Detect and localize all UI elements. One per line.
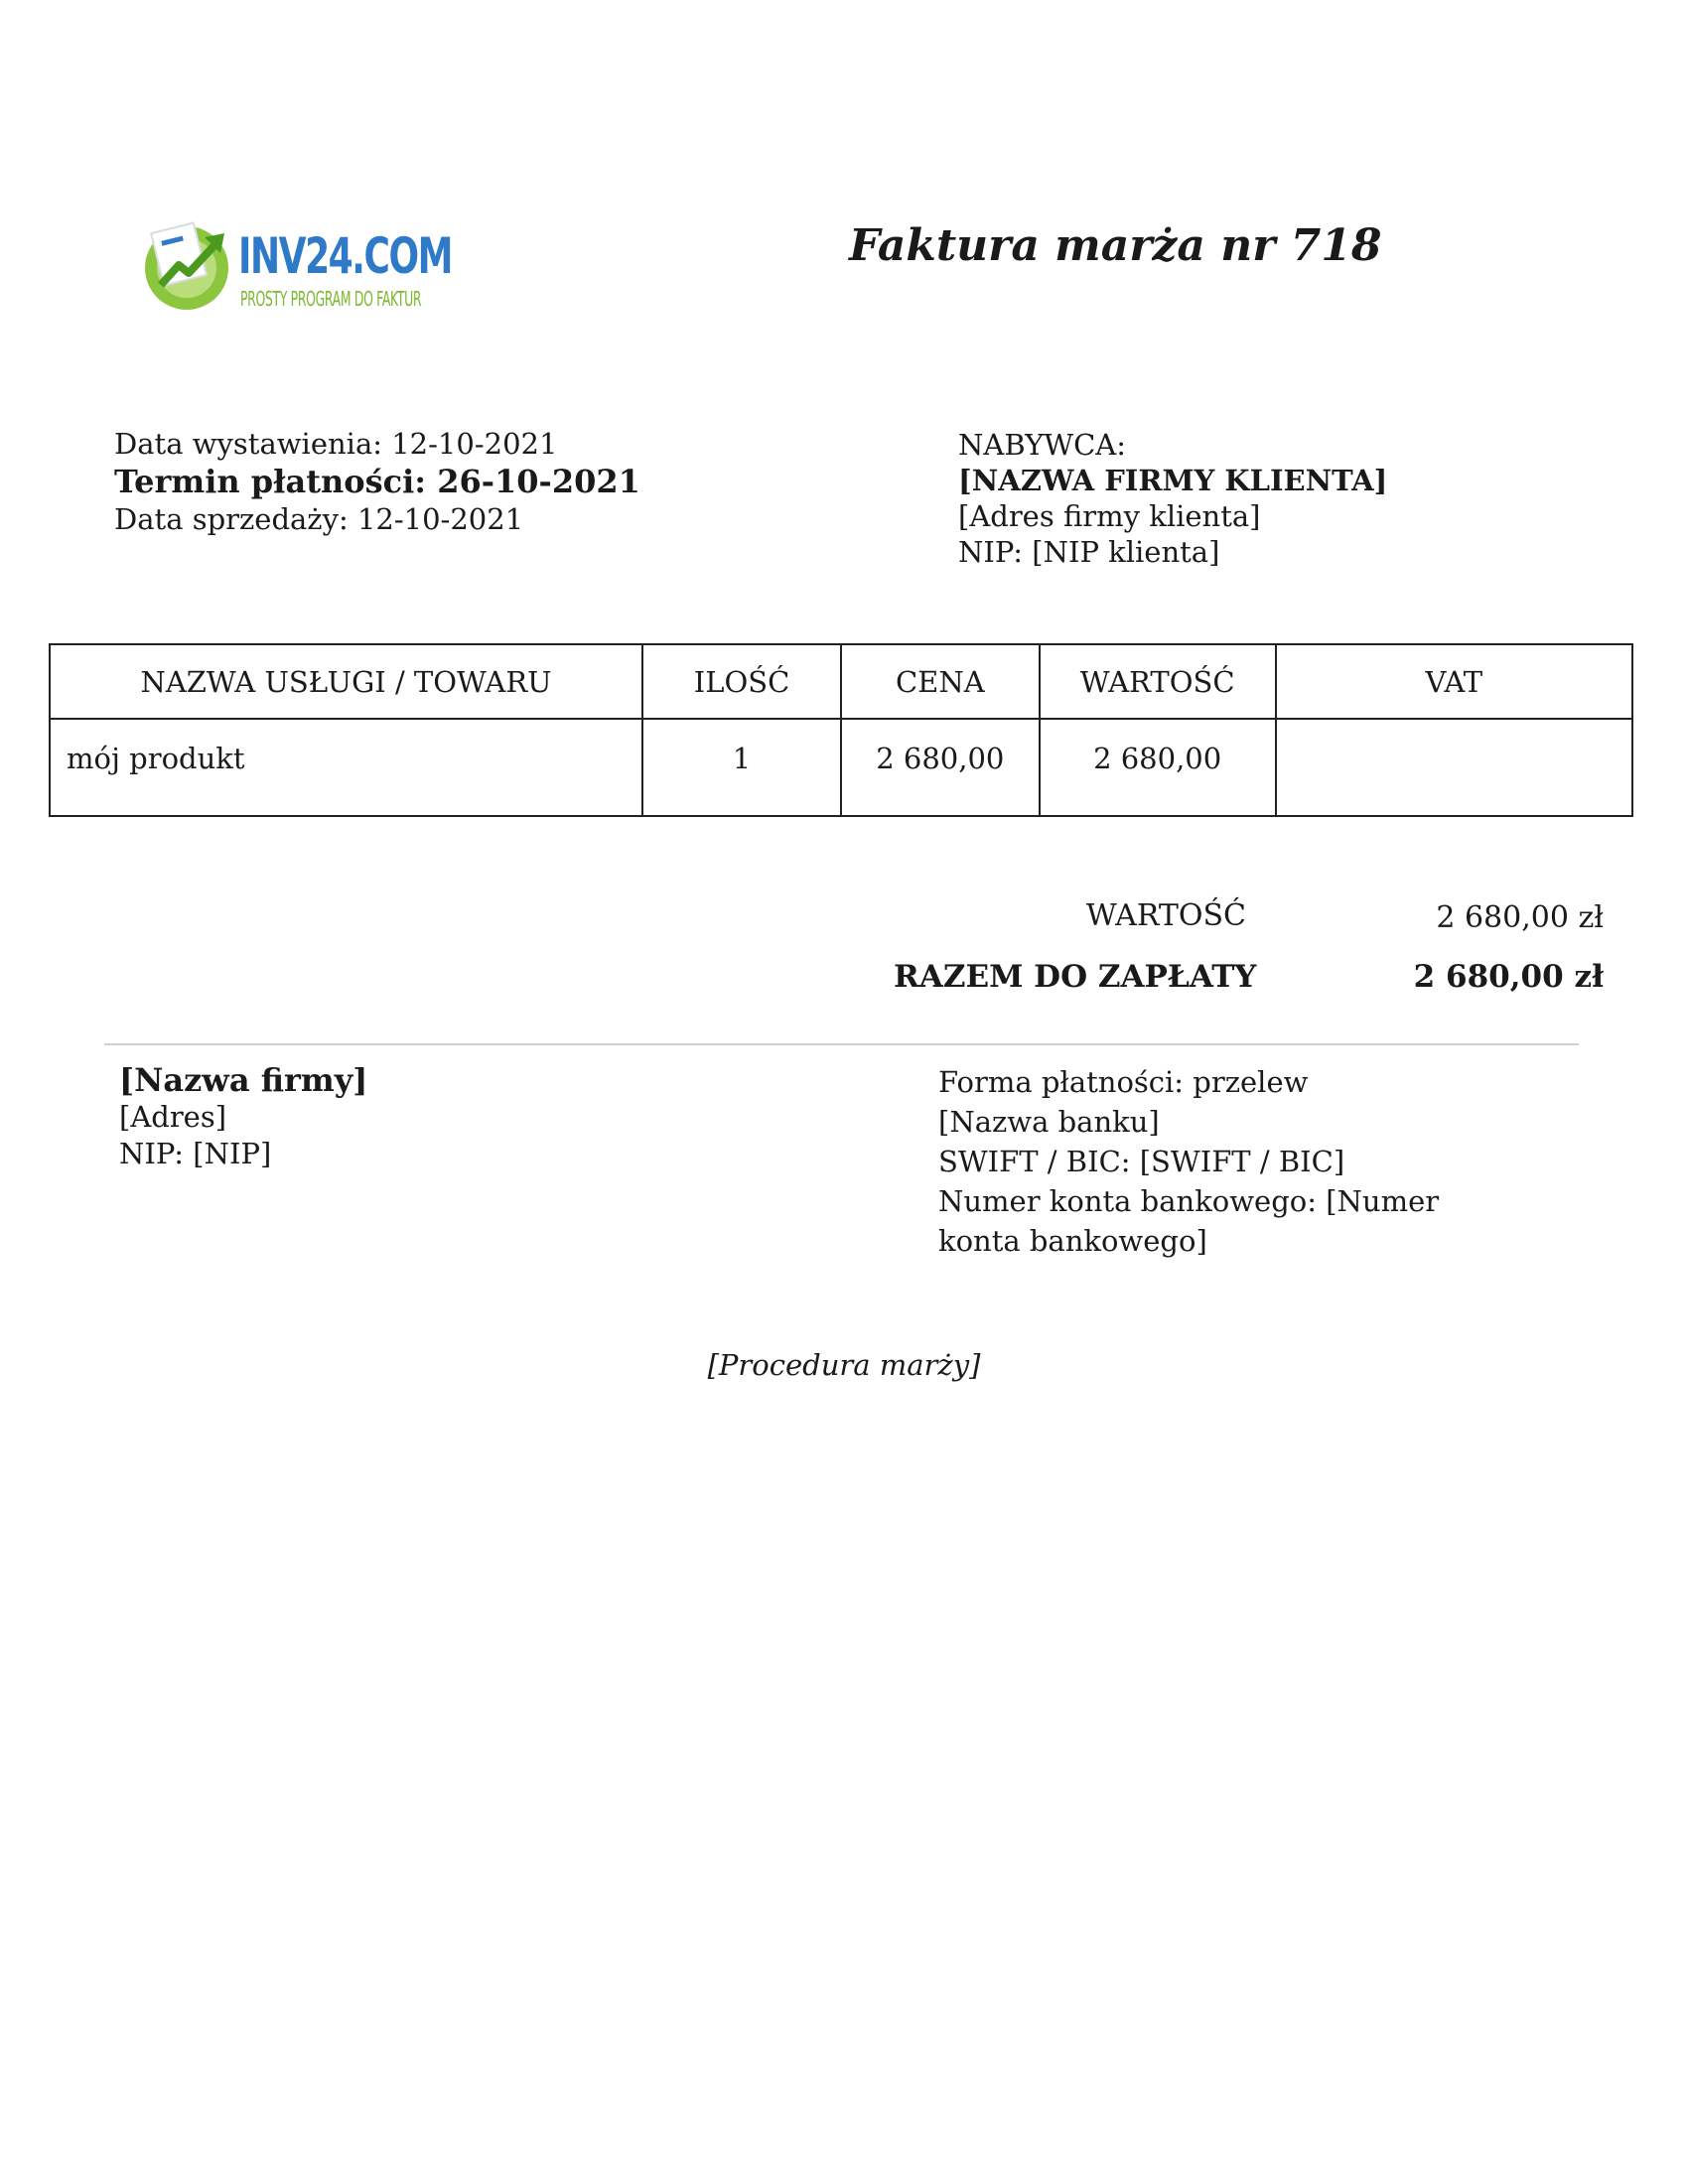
- margin-procedure-note: [Procedura marży]: [707, 1348, 981, 1382]
- header-price: CENA: [841, 644, 1040, 719]
- buyer-address: [Adres firmy klienta]: [958, 499, 1261, 533]
- cell-name: mój produkt: [50, 719, 642, 816]
- issue-date: Data wystawienia: 12-10-2021: [114, 427, 558, 461]
- logo-icon: [139, 213, 238, 313]
- cell-vat: [1276, 719, 1632, 816]
- sale-date: Data sprzedaży: 12-10-2021: [114, 502, 524, 536]
- company-logo: [139, 213, 453, 323]
- invoice-dates: [114, 425, 640, 538]
- bank-name: [Nazwa banku]: [938, 1105, 1160, 1139]
- buyer-label: NABYWCA:: [958, 428, 1126, 462]
- cell-price: 2 680,00: [841, 719, 1040, 816]
- table-row: [50, 719, 1632, 816]
- cell-qty: 1: [642, 719, 841, 816]
- header-vat: VAT: [1276, 644, 1632, 719]
- payment-block: [938, 1062, 1494, 1261]
- divider: [104, 1043, 1579, 1045]
- summary-value-label: WARTOŚĆ: [1085, 898, 1246, 933]
- seller-name: [Nazwa firmy]: [119, 1061, 368, 1099]
- summary-total-label: RAZEM DO ZAPŁATY: [894, 959, 1257, 995]
- payment-due-date: Termin płatności: 26-10-2021: [114, 463, 640, 500]
- buyer-name: [NAZWA FIRMY KLIENTA]: [958, 464, 1388, 497]
- summary-total: 2 680,00 zł: [1413, 959, 1604, 995]
- buyer-nip: NIP: [NIP klienta]: [958, 535, 1220, 569]
- seller-nip: NIP: [NIP]: [119, 1137, 272, 1170]
- seller-block: [119, 1062, 367, 1172]
- buyer-block: [958, 427, 1387, 570]
- swift-bic: SWIFT / BIC: [SWIFT / BIC]: [938, 1145, 1345, 1178]
- summary-value: 2 680,00 zł: [1436, 900, 1604, 935]
- logo-tagline: PROSTY PROGRAM DO FAKTUR: [240, 287, 422, 311]
- header-value: WARTOŚĆ: [1040, 644, 1276, 719]
- logo-name: INV24.COM: [238, 227, 453, 285]
- bank-account: Numer konta bankowego: [Numer konta bankowego]: [938, 1184, 1440, 1258]
- table-header-row: [50, 644, 1632, 719]
- invoice-title: Faktura marża nr 718: [849, 220, 1382, 271]
- cell-value: 2 680,00: [1040, 719, 1276, 816]
- header-name: NAZWA USŁUGI / TOWARU: [50, 644, 642, 719]
- header-qty: ILOŚĆ: [642, 644, 841, 719]
- seller-address: [Adres]: [119, 1100, 227, 1134]
- items-table: [49, 643, 1633, 817]
- payment-method: Forma płatności: przelew: [938, 1065, 1309, 1099]
